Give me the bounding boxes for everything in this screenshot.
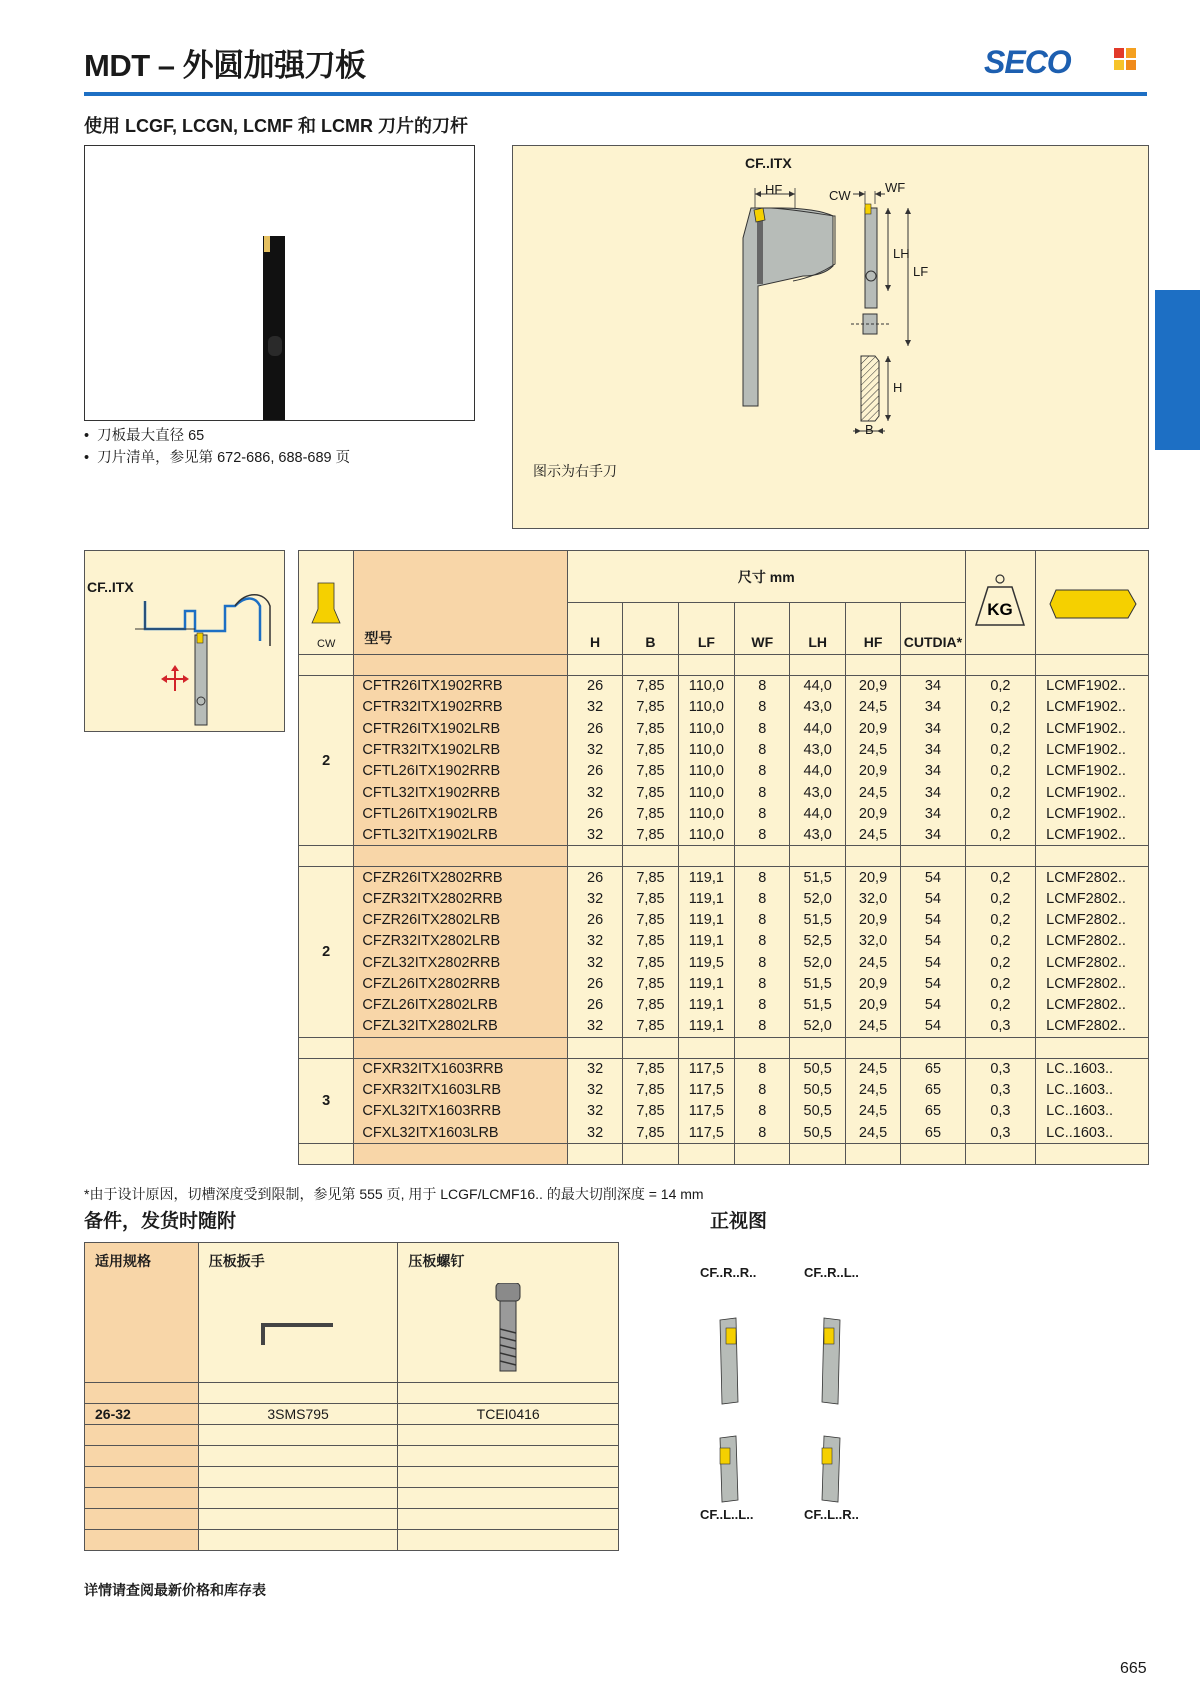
cell-insert: LCMF1902.. [1036,697,1149,718]
cf-itx-title: CF..ITX [87,579,134,595]
cell-lh: 51,5 [790,995,845,1016]
cell-h: 26 [567,973,622,994]
tool-blade-image [263,236,285,420]
cell-b: 7,85 [623,1058,678,1079]
cell-model: CFZL26ITX2802LRB [354,995,568,1016]
cell-b: 7,85 [623,1016,678,1037]
cell-lf: 110,0 [678,718,734,739]
cell-h: 32 [567,1101,622,1122]
cell-cutdia: 54 [901,995,965,1016]
cell-hf: 24,5 [845,739,900,760]
cell-cutdia: 54 [901,1016,965,1037]
page-title: MDT – 外圆加强刀板 [84,48,366,83]
product-photo [84,145,475,421]
group-separator [299,1037,1149,1058]
cell-lf: 117,5 [678,1122,734,1143]
table-row [299,718,1149,739]
cell-h: 32 [567,782,622,803]
product-table [298,550,1149,1165]
cell-h: 32 [567,697,622,718]
cell-lh: 50,5 [790,1080,845,1101]
cell-b: 7,85 [623,1080,678,1101]
parts-size: 26-32 [85,1404,199,1425]
cell-b: 7,85 [623,931,678,952]
cell-lh: 43,0 [790,825,845,846]
dimension-diagram [512,145,1149,529]
cell-h: 26 [567,803,622,824]
cell-hf: 20,9 [845,803,900,824]
cell-kg: 0,2 [965,931,1035,952]
cell-h: 32 [567,931,622,952]
cell-kg: 0,3 [965,1016,1035,1037]
seco-logo: SECO [984,44,1071,80]
clamp-screw-icon [488,1283,528,1373]
parts-row [85,1404,619,1425]
table-row [299,973,1149,994]
cell-b: 7,85 [623,739,678,760]
bottom-note: 详情请查阅最新价格和库存表 [84,1582,266,1598]
cell-cutdia: 54 [901,952,965,973]
cell-model: CFTR32ITX1902RRB [354,697,568,718]
cell-cutdia: 54 [901,973,965,994]
cell-lh: 44,0 [790,676,845,697]
cell-b: 7,85 [623,995,678,1016]
insert-icon [1042,576,1142,626]
cell-hf: 20,9 [845,761,900,782]
cell-b: 7,85 [623,697,678,718]
cell-model: CFZR32ITX2802RRB [354,888,568,909]
cell-lh: 52,0 [790,1016,845,1037]
cell-h: 26 [567,867,622,888]
cell-h: 32 [567,1058,622,1079]
cell-insert: LC..1603.. [1036,1122,1149,1143]
view-label-ll: CF..L..L.. [700,1507,754,1522]
cell-cutdia: 34 [901,782,965,803]
diagram-title: CF..ITX [745,155,792,171]
cell-h: 26 [567,761,622,782]
dim-header: 尺寸 mm [567,551,965,603]
cell-wf: 8 [735,888,790,909]
cell-lf: 117,5 [678,1058,734,1079]
table-row [299,803,1149,824]
cell-wf: 8 [735,1101,790,1122]
cell-insert: LC..1603.. [1036,1080,1149,1101]
cell-h: 26 [567,909,622,930]
cell-model: CFXL32ITX1603LRB [354,1122,568,1143]
table-end-row [299,1143,1149,1164]
cell-hf: 24,5 [845,952,900,973]
cell-cutdia: 34 [901,718,965,739]
cell-wf: 8 [735,909,790,930]
cell-wf: 8 [735,676,790,697]
cell-b: 7,85 [623,888,678,909]
cell-b: 7,85 [623,761,678,782]
cell-hf: 24,5 [845,782,900,803]
cell-kg: 0,2 [965,697,1035,718]
table-row [299,888,1149,909]
feature-item: • 刀板最大直径 65 [84,425,350,447]
cell-lf: 110,0 [678,761,734,782]
cell-lf: 110,0 [678,825,734,846]
table-row [299,676,1149,697]
cell-model: CFZL32ITX2802LRB [354,1016,568,1037]
cell-hf: 20,9 [845,973,900,994]
table-row [299,697,1149,718]
cell-cutdia: 34 [901,761,965,782]
cell-model: CFXR32ITX1603RRB [354,1058,568,1079]
cell-hf: 24,5 [845,1080,900,1101]
cell-wf: 8 [735,931,790,952]
parts-header-key [198,1243,398,1383]
cell-model: CFTL32ITX1902LRB [354,825,568,846]
cell-b: 7,85 [623,676,678,697]
cell-kg: 0,2 [965,888,1035,909]
cell-lf: 117,5 [678,1080,734,1101]
cell-insert: LCMF2802.. [1036,973,1149,994]
cell-lh: 52,5 [790,931,845,952]
cell-wf: 8 [735,825,790,846]
parts-header-size: 适用规格 [85,1243,199,1383]
cell-insert: LCMF2802.. [1036,888,1149,909]
table-row [299,739,1149,760]
col-lf: LF [678,603,734,655]
cell-b: 7,85 [623,1122,678,1143]
cell-lh: 50,5 [790,1058,845,1079]
cell-b: 7,85 [623,952,678,973]
cell-lf: 119,1 [678,973,734,994]
cell-wf: 8 [735,803,790,824]
label-hf: HF [765,182,783,197]
cell-lf: 110,0 [678,697,734,718]
cell-kg: 0,2 [965,761,1035,782]
cell-kg: 0,2 [965,825,1035,846]
label-lh: LH [893,246,910,261]
table-body [299,655,1149,1165]
front-views [700,1265,900,1545]
col-h: H [567,603,622,655]
table-row [299,1016,1149,1037]
table-row [299,782,1149,803]
cell-cutdia: 54 [901,867,965,888]
cell-wf: 8 [735,697,790,718]
cell-model: CFXR32ITX1603LRB [354,1080,568,1101]
cell-wf: 8 [735,1122,790,1143]
table-row [299,931,1149,952]
feature-list [84,425,350,469]
cell-model: CFZL32ITX2802RRB [354,952,568,973]
table-row [299,761,1149,782]
cw-label: CW [317,638,336,650]
cell-h: 26 [567,995,622,1016]
cell-wf: 8 [735,718,790,739]
table-row [299,867,1149,888]
cell-lh: 51,5 [790,973,845,994]
cell-wf: 8 [735,739,790,760]
cell-kg: 0,2 [965,803,1035,824]
cell-insert: LC..1603.. [1036,1101,1149,1122]
cell-kg: 0,2 [965,995,1035,1016]
allen-key-icon [259,1313,339,1353]
cell-model: CFZR26ITX2802RRB [354,867,568,888]
cell-cutdia: 34 [901,676,965,697]
cell-lf: 110,0 [678,676,734,697]
table-row [299,825,1149,846]
cell-insert: LCMF1902.. [1036,739,1149,760]
cell-insert: LCMF1902.. [1036,803,1149,824]
cell-model: CFZR26ITX2802LRB [354,909,568,930]
cell-kg: 0,2 [965,867,1035,888]
cell-kg: 0,2 [965,718,1035,739]
cell-cutdia: 34 [901,803,965,824]
cell-lh: 43,0 [790,739,845,760]
weight-icon [972,571,1028,631]
table-row [299,909,1149,930]
cell-insert: LCMF2802.. [1036,931,1149,952]
label-h: H [893,380,903,395]
cell-h: 32 [567,1122,622,1143]
cell-lh: 52,0 [790,888,845,909]
cell-hf: 24,5 [845,1058,900,1079]
parts-header-screw [398,1243,619,1383]
cell-b: 7,85 [623,825,678,846]
cell-kg: 0,2 [965,739,1035,760]
cell-lh: 43,0 [790,697,845,718]
col-cutdia: CUTDIA* [901,603,965,655]
cell-model: CFTR26ITX1902LRB [354,718,568,739]
table-row [299,995,1149,1016]
kg-header [965,551,1035,655]
cell-hf: 24,5 [845,1122,900,1143]
cell-kg: 0,2 [965,952,1035,973]
cell-hf: 20,9 [845,909,900,930]
cell-h: 26 [567,676,622,697]
cell-lf: 119,1 [678,888,734,909]
cell-cutdia: 65 [901,1122,965,1143]
cell-b: 7,85 [623,973,678,994]
cell-cutdia: 34 [901,825,965,846]
cf-itx-drawing [85,551,286,733]
cell-model: CFZR32ITX2802LRB [354,931,568,952]
cell-cutdia: 65 [901,1080,965,1101]
cell-insert: LC..1603.. [1036,1058,1149,1079]
cell-insert: LCMF2802.. [1036,952,1149,973]
col-hf: HF [845,603,900,655]
label-cw: CW [829,188,851,203]
subtitle: 使用 LCGF, LCGN, LCMF 和 LCMR 刀片的刀杆 [84,116,468,136]
cell-cutdia: 54 [901,931,965,952]
label-b: B [865,422,874,437]
cell-b: 7,85 [623,867,678,888]
cell-b: 7,85 [623,718,678,739]
cell-cutdia: 54 [901,888,965,909]
table-row [299,1101,1149,1122]
parts-header-screw-label: 压板螺钉 [408,1253,465,1269]
cell-model: CFTR26ITX1902RRB [354,676,568,697]
table-row [299,1122,1149,1143]
cell-b: 7,85 [623,782,678,803]
cell-lf: 110,0 [678,803,734,824]
cell-cutdia: 54 [901,909,965,930]
cell-hf: 32,0 [845,888,900,909]
cell-kg: 0,2 [965,973,1035,994]
col-b: B [623,603,678,655]
cell-lh: 52,0 [790,952,845,973]
cell-lh: 44,0 [790,803,845,824]
cell-insert: LCMF2802.. [1036,867,1149,888]
cell-insert: LCMF1902.. [1036,718,1149,739]
cell-wf: 8 [735,761,790,782]
cell-wf: 8 [735,973,790,994]
cell-h: 26 [567,718,622,739]
cell-lh: 51,5 [790,909,845,930]
model-header: 型号 [354,551,568,655]
parts-title: 备件，发货时随附 [84,1211,237,1232]
cell-model: CFTL26ITX1902RRB [354,761,568,782]
cell-kg: 0,2 [965,676,1035,697]
view-label-rr: CF..R..R.. [700,1265,757,1280]
cell-insert: LCMF2802.. [1036,909,1149,930]
cell-h: 32 [567,1080,622,1101]
cell-lf: 119,1 [678,1016,734,1037]
cell-hf: 24,5 [845,1016,900,1037]
front-view-title: 正视图 [710,1211,768,1232]
cell-model: CFTL26ITX1902LRB [354,803,568,824]
cell-lf: 119,1 [678,931,734,952]
cell-kg: 0,3 [965,1080,1035,1101]
cell-insert: LCMF1902.. [1036,782,1149,803]
footnote: *由于设计原因，切槽深度受到限制，参见第 555 页, 用于 LCGF/LCMF16.. 的最大切削深度 = 14 mm [84,1186,704,1202]
group-separator [299,846,1149,867]
cell-wf: 8 [735,867,790,888]
cell-lf: 110,0 [678,782,734,803]
cw-value: 3 [299,1058,354,1143]
col-lh: LH [790,603,845,655]
cw-value: 2 [299,867,354,1037]
cell-hf: 32,0 [845,931,900,952]
cell-hf: 24,5 [845,1101,900,1122]
logo-squares-icon [1114,48,1138,72]
cell-cutdia: 34 [901,739,965,760]
cell-b: 7,85 [623,1101,678,1122]
cell-cutdia: 65 [901,1058,965,1079]
cell-lf: 110,0 [678,739,734,760]
table-row [299,1058,1149,1079]
cell-kg: 0,3 [965,1122,1035,1143]
cell-lh: 43,0 [790,782,845,803]
cell-lh: 50,5 [790,1101,845,1122]
label-lf: LF [913,264,929,279]
cell-wf: 8 [735,1058,790,1079]
cell-cutdia: 65 [901,1101,965,1122]
cell-lf: 119,1 [678,995,734,1016]
table-row [299,1080,1149,1101]
cell-wf: 8 [735,952,790,973]
col-wf: WF [735,603,790,655]
kg-label: KG [987,600,1014,619]
cell-insert: LCMF1902.. [1036,676,1149,697]
page-number: 665 [1120,1660,1147,1677]
cell-kg: 0,2 [965,782,1035,803]
cell-hf: 20,9 [845,867,900,888]
spare-parts-table [84,1242,619,1551]
cell-lh: 44,0 [790,718,845,739]
cell-lh: 51,5 [790,867,845,888]
cw-header [299,551,354,655]
label-wf: WF [885,180,906,195]
insert-width-icon [304,579,348,635]
cell-lh: 44,0 [790,761,845,782]
cell-h: 32 [567,739,622,760]
cell-cutdia: 34 [901,697,965,718]
parts-key-code: 3SMS795 [198,1404,398,1425]
title-rule [84,92,1147,96]
front-view-drawings [700,1290,900,1520]
cell-hf: 20,9 [845,718,900,739]
cell-model: CFTL32ITX1902RRB [354,782,568,803]
cell-hf: 20,9 [845,676,900,697]
cell-h: 32 [567,952,622,973]
cell-insert: LCMF2802.. [1036,1016,1149,1037]
cell-h: 32 [567,825,622,846]
table-row [299,952,1149,973]
cell-b: 7,85 [623,803,678,824]
cell-wf: 8 [735,1016,790,1037]
cell-kg: 0,3 [965,1058,1035,1079]
cell-insert: LCMF1902.. [1036,825,1149,846]
cell-hf: 24,5 [845,697,900,718]
insert-header [1036,551,1149,655]
cell-model: CFXL32ITX1603RRB [354,1101,568,1122]
cell-wf: 8 [735,995,790,1016]
cell-h: 32 [567,1016,622,1037]
cell-insert: LCMF1902.. [1036,761,1149,782]
cell-wf: 8 [735,1080,790,1101]
cell-insert: LCMF2802.. [1036,995,1149,1016]
group-separator [299,655,1149,676]
cell-lf: 119,1 [678,867,734,888]
parts-header-key-label: 压板扳手 [208,1253,265,1269]
view-label-rl: CF..R..L.. [804,1265,859,1280]
feature-item: • 刀片清单，参见第 672-686, 688-689 页 [84,447,350,469]
cell-h: 32 [567,888,622,909]
cell-kg: 0,3 [965,1101,1035,1122]
cell-wf: 8 [735,782,790,803]
cell-model: CFZL26ITX2802RRB [354,973,568,994]
cell-lh: 50,5 [790,1122,845,1143]
diagram-caption: 图示为右手刀 [533,463,617,479]
cell-model: CFTR32ITX1902LRB [354,739,568,760]
cell-lf: 119,1 [678,909,734,930]
cw-value: 2 [299,676,354,846]
cell-hf: 24,5 [845,825,900,846]
cell-kg: 0,2 [965,909,1035,930]
cell-lf: 117,5 [678,1101,734,1122]
view-label-lr: CF..L..R.. [804,1507,859,1522]
parts-screw-code: TCEI0416 [398,1404,619,1425]
cell-hf: 20,9 [845,995,900,1016]
cell-lf: 119,5 [678,952,734,973]
section-tab [1155,290,1200,450]
cf-itx-diagram [84,550,285,732]
cell-b: 7,85 [623,909,678,930]
